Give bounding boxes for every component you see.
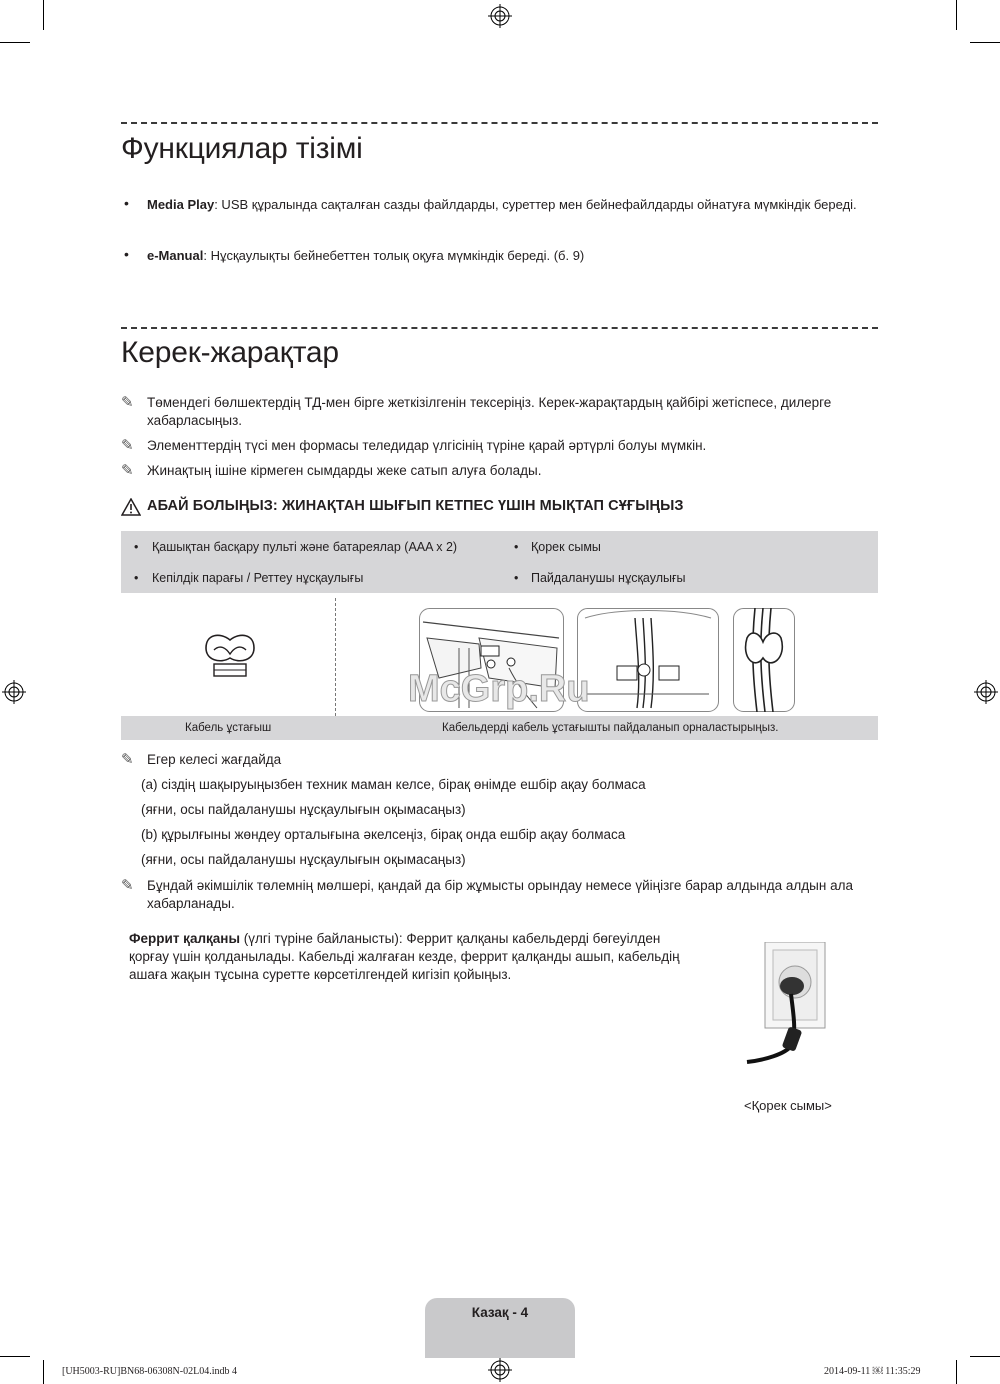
section-divider <box>121 327 878 329</box>
crop-mark <box>956 1360 957 1384</box>
crop-mark <box>43 0 44 30</box>
pencil-note-icon: ✎ <box>121 877 134 894</box>
crop-mark <box>0 42 30 43</box>
bullet-icon: • <box>514 540 519 554</box>
if-note-line: (яғни, осы пайдаланушы нұсқаулығын оқымасаңыз) <box>141 802 466 817</box>
cable-holder-closeup-illustration <box>733 608 795 712</box>
if-note-line: (яғни, осы пайдаланушы нұсқаулығын оқымасаңыз) <box>141 852 466 867</box>
accessory-item: Қашықтан басқару пульті және батареялар (AAA x 2) <box>152 540 458 554</box>
note-text: Төмендегі бөлшектердің ТД-мен бірге жеткізілгенін тексеріңіз. Керек-жарақтардың қайбірі жетіспесе, дилерге хабарласыңыз. <box>147 395 832 428</box>
warning-text: АБАЙ БОЛЫҢЫЗ: ЖИНАҚТАН ШЫҒЫП КЕТПЕС ҮШІН МЫҚТАП СҰҒЫҢЫЗ <box>147 498 684 514</box>
crop-mark <box>970 1356 1000 1357</box>
pencil-note-icon: ✎ <box>121 462 134 479</box>
if-note-line: (b) құрылғыны жөндеу орталығына әкелсеңіз, бірақ онда ешбір ақау болмаса <box>141 827 626 842</box>
ferrite-paragraph <box>129 930 699 984</box>
page-number: Казақ - 4 <box>471 1305 529 1320</box>
ferrite-text: (үлгі түріне байланысты): Феррит қалқаны кабельдерді бөгеуілден қорғау үшін қолданылады. Кабельді жалғаған кезде, феррит қалқанды ашып, кабельдің ашаға жақын тұсына суретте көрсетілгендей кигізіп қойыңыз. <box>129 931 680 982</box>
power-cord-ferrite-illustration <box>745 942 827 1066</box>
caption-usage: Кабельдерді кабель ұстағышты пайдаланып орналастырыңыз. <box>442 722 779 734</box>
feature-term: e-Manual <box>147 248 204 263</box>
registration-mark-icon <box>488 1358 512 1382</box>
feature-item-media-play <box>147 196 867 213</box>
footer-file: [UH5003-RU]BN68-06308N-02L04.indb 4 <box>62 1366 237 1377</box>
footer-timestamp: 2014-09-11 ￼ 11:35:29 <box>824 1366 921 1377</box>
note-text: Жинақтың ішіне кірмеген сымдарды жеке сатып алуға болады. <box>147 463 542 478</box>
crop-mark <box>970 42 1000 43</box>
feature-item-e-manual <box>147 247 867 264</box>
accessory-item: Пайдаланушы нұсқаулығы <box>531 571 686 585</box>
illustration-divider <box>335 598 336 716</box>
fee-note: Бұндай әкімшілік төлемнің мөлшері, қандай да бір жұмысты орындау немесе үйіңізге барар алдында алдын ала хабарланады. <box>147 878 853 911</box>
tv-stand-cable-illustration <box>577 608 719 712</box>
section-title-accessories: Керек-жарақтар <box>121 336 339 369</box>
ferrite-term: Феррит қалқаны <box>129 931 240 946</box>
pencil-note-icon: ✎ <box>121 394 134 411</box>
section-title-features: Функциялар тізімі <box>121 132 363 165</box>
crop-mark <box>956 0 957 30</box>
if-note-line: (a) сіздің шақыруыңызбен техник маман келсе, бірақ өнімде ешбір ақау болмаса <box>141 777 646 792</box>
pencil-note-icon: ✎ <box>121 437 134 454</box>
bullet-icon: • <box>514 571 519 585</box>
accessory-item: Қорек сымы <box>531 540 601 554</box>
cable-holder-icon <box>200 630 260 686</box>
crop-mark <box>0 1356 30 1357</box>
feature-text: : Нұсқаулықты бейнебеттен толық оқуға мүмкіндік береді. (б. 9) <box>203 248 585 263</box>
registration-mark-icon <box>2 680 26 704</box>
note-text: Элементтердің түсі мен формасы теледидар үлгісінің түріне қарай әртүрлі болуы мүмкін. <box>147 438 707 453</box>
caption-holder: Кабель ұстағыш <box>185 722 272 734</box>
crop-mark <box>43 1360 44 1384</box>
accessory-item: Кепілдік парағы / Реттеу нұсқаулығы <box>152 571 364 585</box>
registration-mark-icon <box>974 680 998 704</box>
bullet-icon: • <box>134 571 139 585</box>
bullet-icon: • <box>124 246 129 262</box>
if-note-intro: Егер келесі жағдайда <box>147 752 282 767</box>
power-cord-label: <Қорек сымы> <box>744 1098 832 1113</box>
watermark-text: McGrp.Ru <box>408 668 590 710</box>
registration-mark-icon <box>488 4 512 28</box>
pencil-note-icon: ✎ <box>121 751 134 768</box>
warning-triangle-icon <box>121 498 141 516</box>
feature-term: Media Play <box>147 197 215 212</box>
section-divider <box>121 122 878 124</box>
bullet-icon: • <box>134 540 139 554</box>
bullet-icon: • <box>124 195 129 211</box>
feature-text: : USB құралында сақталған сазды файлдарды, суреттер мен бейнефайлдарды ойнатуға мүмкіндік береді. <box>214 197 857 212</box>
